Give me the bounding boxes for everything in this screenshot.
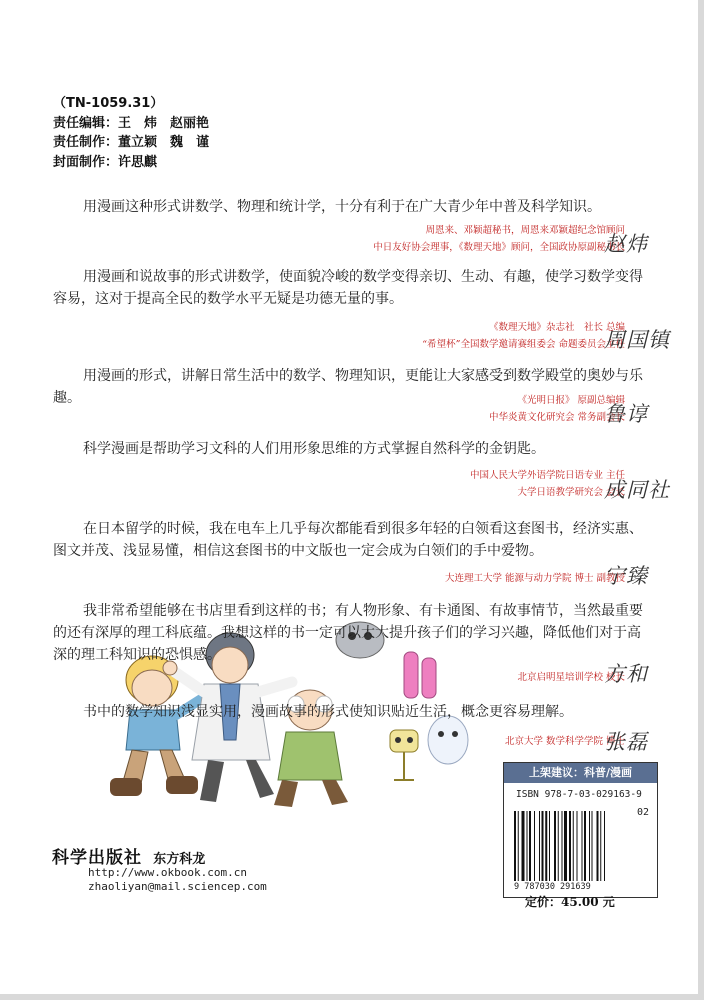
publisher-name: 科学出版社 <box>52 848 142 868</box>
barcode-stripe <box>529 811 531 881</box>
endorsement-attribution-6: 北京启明星培训学校 校长 <box>517 672 625 683</box>
barcode-stripe <box>569 811 571 881</box>
signature-2: 周国镇 <box>604 328 670 352</box>
barcode-stripe <box>539 811 540 881</box>
barcode-stripe <box>584 811 586 881</box>
publisher-website[interactable]: http://www.okbook.com.cn <box>88 866 247 879</box>
endorsement-attribution-2: 《数理天地》杂志社 社长 总编 “希望杯”全国数学邀请赛组委会 命题委员会主任 <box>422 322 625 350</box>
production-credit: 责任制作：董立颖 魏 谨 <box>53 135 210 150</box>
price-label: 定价：45.00 元 <box>525 895 615 909</box>
barcode-stripe <box>534 811 535 881</box>
isbn-number: ISBN 978-7-03-029163-9 <box>516 789 642 800</box>
barcode-stripe <box>573 811 574 881</box>
barcode-stripe <box>522 811 525 881</box>
barcode-box <box>503 762 658 898</box>
white-blob-creature <box>428 716 468 764</box>
endorsement-text-5: 在日本留学的时候，我在电车上几乎每次都能看到很多年轻的白领看这套图书，经济实惠、图文并茂、浅显易懂，相信这套图书的中文版也一定会成为白领们的手中爱物。 <box>53 521 643 559</box>
isbn-addon: 02 <box>636 807 649 818</box>
endorsement-attribution-7: 北京大学 数学科学学院 博士 <box>504 736 625 747</box>
publisher-contact <box>88 866 267 894</box>
barcode-stripe <box>597 811 599 881</box>
endorsement-attribution-5: 大连理工大学 能源与动力学院 博士 副教授 <box>444 573 625 584</box>
barcode-stripe <box>592 811 593 881</box>
signature-5: 宁臻 <box>604 564 648 588</box>
barcode-stripe <box>562 811 563 881</box>
barcode-stripe <box>549 811 550 881</box>
barcode-stripe <box>582 811 583 881</box>
barcode-stripe <box>604 811 605 881</box>
barcode-stripe <box>589 811 590 881</box>
barcode-bars <box>514 811 634 881</box>
endorsement-text-1: 用漫画这种形式讲数学、物理和统计学，十分有利于在广大青少年中普及科学知识。 <box>83 199 601 215</box>
barcode-stripe <box>558 811 559 881</box>
credits-block <box>53 94 209 172</box>
signature-6: 方和 <box>604 662 648 686</box>
yellow-spring-creature <box>390 730 418 780</box>
barcode-stripe <box>577 811 578 881</box>
barcode-stripe <box>514 811 516 881</box>
signature-7: 张磊 <box>604 730 648 754</box>
publisher-logo <box>52 843 205 868</box>
endorsement-text-2: 用漫画和说故事的形式讲数学，使面貌冷峻的数学变得亲切、生动、有趣，使学习数学变得容易，这对于提高全民的数学水平无疑是功德无量的事。 <box>53 269 643 307</box>
shelf-suggestion: 上架建议：科普/漫画 <box>504 763 657 783</box>
barcode-stripe <box>542 811 544 881</box>
signature-1: 赵炜 <box>604 232 648 256</box>
endorsement-attribution-3: 《光明日报》 原副总编辑 中华炎黄文化研究会 常务副会长 <box>488 395 625 423</box>
publisher-imprint: 东方科龙 <box>153 852 206 867</box>
cover-credit: 封面制作：许思麒 <box>53 154 158 170</box>
endorsement-text-6: 我非常希望能够在书店里看到这样的书；有人物形象、有卡通图、有故事情节，当然最重要的还有深厚的理工科底蕴。我想这样的书一定可以大大提升孩子们的学习兴趣，降低他们对于高深的理工科知识的恐惧感。 <box>53 603 643 663</box>
barcode-stripe <box>564 811 567 881</box>
editor-credit: 责任编辑：王 炜 赵丽艳 <box>53 115 210 131</box>
barcode-stripe <box>545 811 547 881</box>
barcode-stripe <box>600 811 601 881</box>
book-code: （TN-1059.31） <box>53 96 164 111</box>
barcode-stripe <box>518 811 519 881</box>
barcode-stripe <box>554 811 556 881</box>
isbn-digits: 9 787030 291639 <box>514 882 591 892</box>
signature-4: 成同社 <box>604 478 670 502</box>
publisher-email[interactable]: zhaoliyan@mail.sciencep.com <box>88 880 267 893</box>
signature-3: 鲁谆 <box>604 402 648 426</box>
endorsement-attribution-4: 中国人民大学外语学院日语专业 主任 大学日语教学研究会 会长 <box>469 470 625 498</box>
endorsement-text-4: 科学漫画是帮助学习文科的人们用形象思维的方式掌握自然科学的金钥匙。 <box>83 441 545 457</box>
barcode-stripe <box>527 811 528 881</box>
endorsement-text-7: 书中的数学知识浅显实用，漫画故事的形式使知识贴近生活，概念更容易理解。 <box>83 704 573 720</box>
endorsement-text-3: 用漫画的形式，讲解日常生活中的数学、物理知识，更能让大家感受到数学殿堂的奥妙与乐趣。 <box>53 368 643 406</box>
endorsement-attribution-1: 周恩来、邓颖超秘书，周恩来邓颖超纪念馆顾问 中日友好协会理事，《数理天地》顾问，全国政协原副秘书长 <box>373 225 625 253</box>
